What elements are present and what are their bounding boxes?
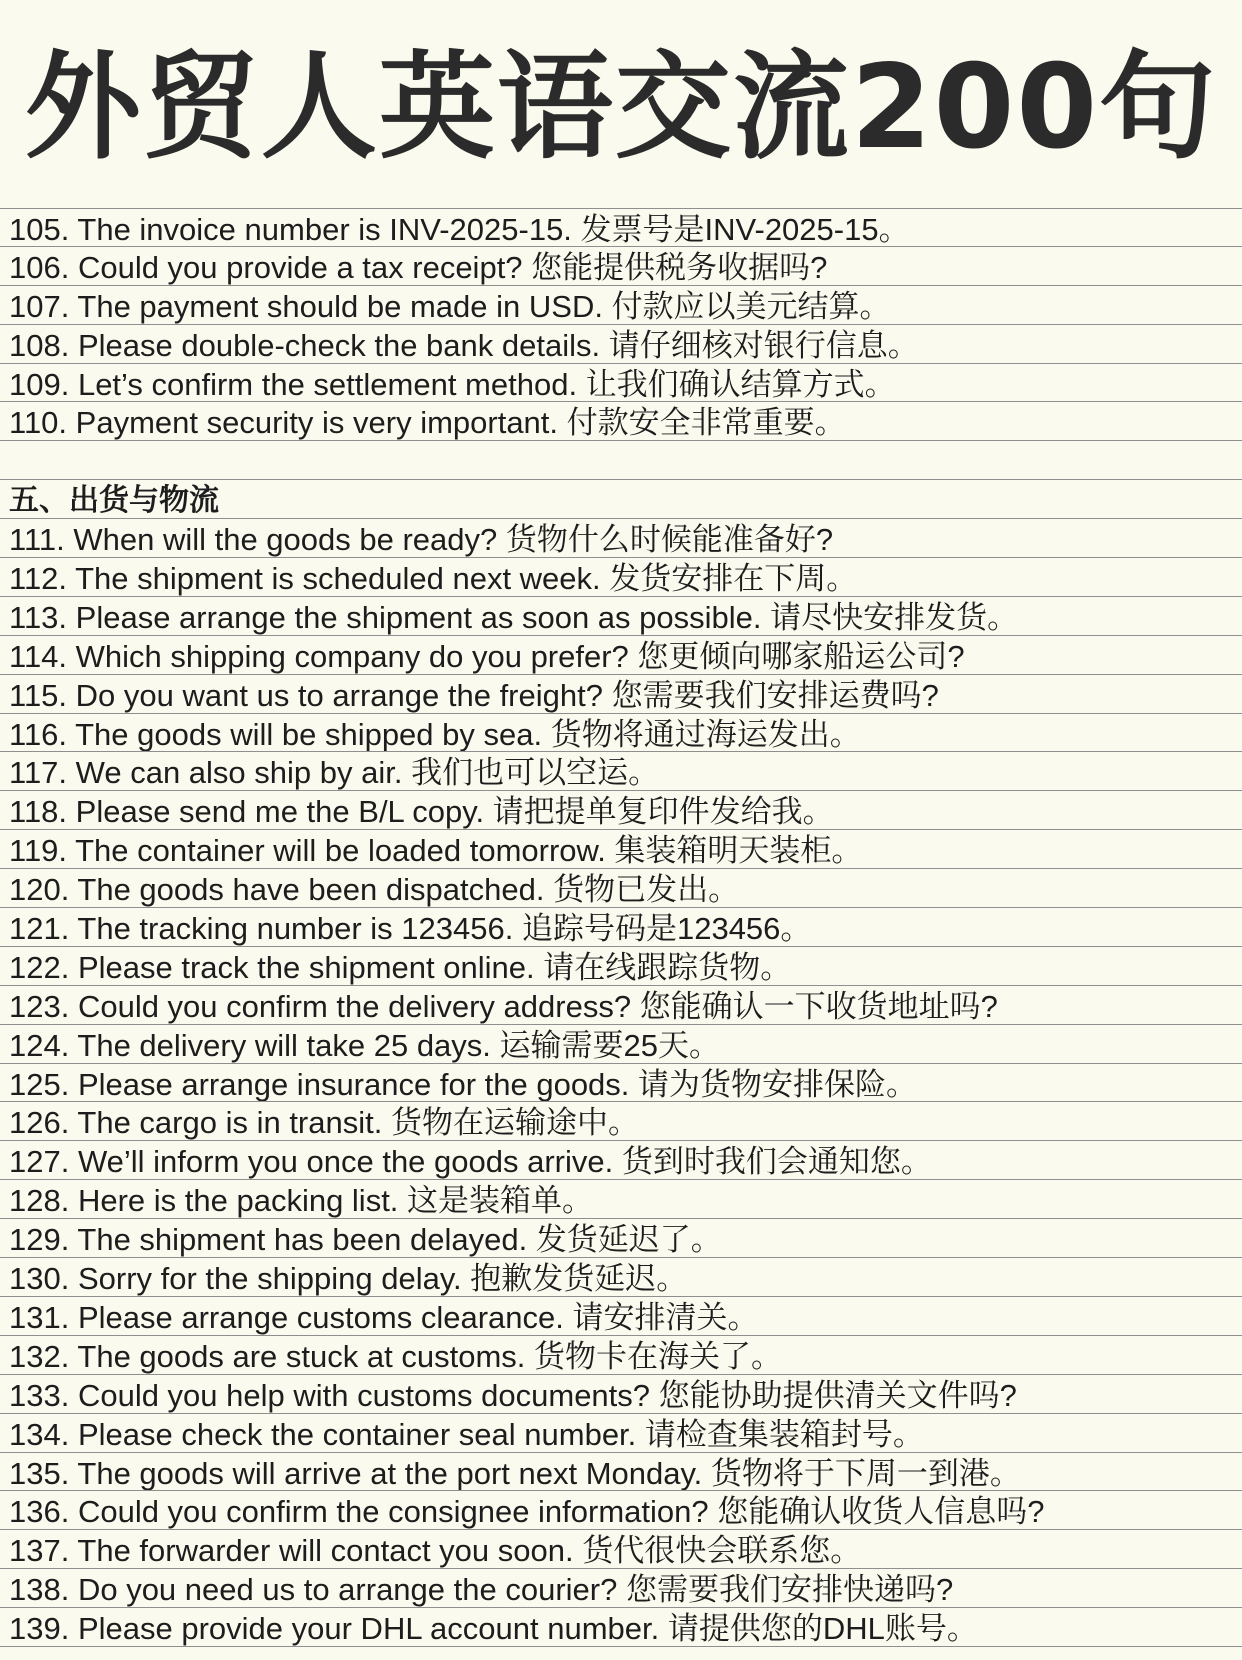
page-title: 外贸人英语交流200句 <box>24 40 1218 175</box>
list-item: 136. Could you confirm the consignee information? 您能确认收货人信息吗? <box>0 1491 1242 1530</box>
list-item: 113. Please arrange the shipment as soon as possible. 请尽快安排发货。 <box>0 597 1242 636</box>
list-item: 118. Please send me the B/L copy. 请把提单复印件发给我。 <box>0 791 1242 830</box>
list-item: 105. The invoice number is INV-2025-15. 发票号是INV-2025-15。 <box>0 208 1242 247</box>
list-item: 114. Which shipping company do you prefer? 您更倾向哪家船运公司? <box>0 636 1242 675</box>
list-item: 106. Could you provide a tax receipt? 您能提供税务收据吗? <box>0 247 1242 286</box>
list-item: 139. Please provide your DHL account number. 请提供您的DHL账号。 <box>0 1608 1242 1647</box>
list-item: 112. The shipment is scheduled next week. 发货安排在下周。 <box>0 558 1242 597</box>
list-item: 117. We can also ship by air. 我们也可以空运。 <box>0 752 1242 791</box>
list-item: 122. Please track the shipment online. 请在线跟踪货物。 <box>0 947 1242 986</box>
list-item: 109. Let’s confirm the settlement method. 让我们确认结算方式。 <box>0 364 1242 403</box>
list-item: 108. Please double-check the bank details. 请仔细核对银行信息。 <box>0 325 1242 364</box>
list-item: 124. The delivery will take 25 days. 运输需要25天。 <box>0 1025 1242 1064</box>
ruled-lines <box>0 208 1242 1647</box>
list-item: 111. When will the goods be ready? 货物什么时候能准备好? <box>0 519 1242 558</box>
list-item: 134. Please check the container seal number. 请检查集装箱封号。 <box>0 1414 1242 1453</box>
list-item: 133. Could you help with customs documents? 您能协助提供清关文件吗? <box>0 1375 1242 1414</box>
list-item: 115. Do you want us to arrange the freight? 您需要我们安排运费吗? <box>0 675 1242 714</box>
list-item: 132. The goods are stuck at customs. 货物卡在海关了。 <box>0 1336 1242 1375</box>
list-item: 119. The container will be loaded tomorrow. 集装箱明天装柜。 <box>0 830 1242 869</box>
list-item: 130. Sorry for the shipping delay. 抱歉发货延迟。 <box>0 1258 1242 1297</box>
list-item: 107. The payment should be made in USD. 付款应以美元结算。 <box>0 286 1242 325</box>
list-item: 121. The tracking number is 123456. 追踪号码是123456。 <box>0 908 1242 947</box>
list-item: 135. The goods will arrive at the port next Monday. 货物将于下周一到港。 <box>0 1453 1242 1492</box>
list-item: 126. The cargo is in transit. 货物在运输途中。 <box>0 1102 1242 1141</box>
list-item: 123. Could you confirm the delivery address? 您能确认一下收货地址吗? <box>0 986 1242 1025</box>
blank-line <box>0 441 1242 480</box>
list-item: 110. Payment security is very important. 付款安全非常重要。 <box>0 402 1242 441</box>
section-heading: 五、出货与物流 <box>0 480 1242 519</box>
list-item: 125. Please arrange insurance for the goods. 请为货物安排保险。 <box>0 1064 1242 1103</box>
list-item: 129. The shipment has been delayed. 发货延迟了。 <box>0 1219 1242 1258</box>
list-item: 116. The goods will be shipped by sea. 货物将通过海运发出。 <box>0 714 1242 753</box>
list-item: 131. Please arrange customs clearance. 请安排清关。 <box>0 1297 1242 1336</box>
list-item: 137. The forwarder will contact you soon. 货代很快会联系您。 <box>0 1530 1242 1569</box>
list-item: 138. Do you need us to arrange the courier? 您需要我们安排快递吗? <box>0 1569 1242 1608</box>
list-item: 128. Here is the packing list. 这是装箱单。 <box>0 1180 1242 1219</box>
list-item: 120. The goods have been dispatched. 货物已发出。 <box>0 869 1242 908</box>
list-item: 127. We’ll inform you once the goods arrive. 货到时我们会通知您。 <box>0 1141 1242 1180</box>
